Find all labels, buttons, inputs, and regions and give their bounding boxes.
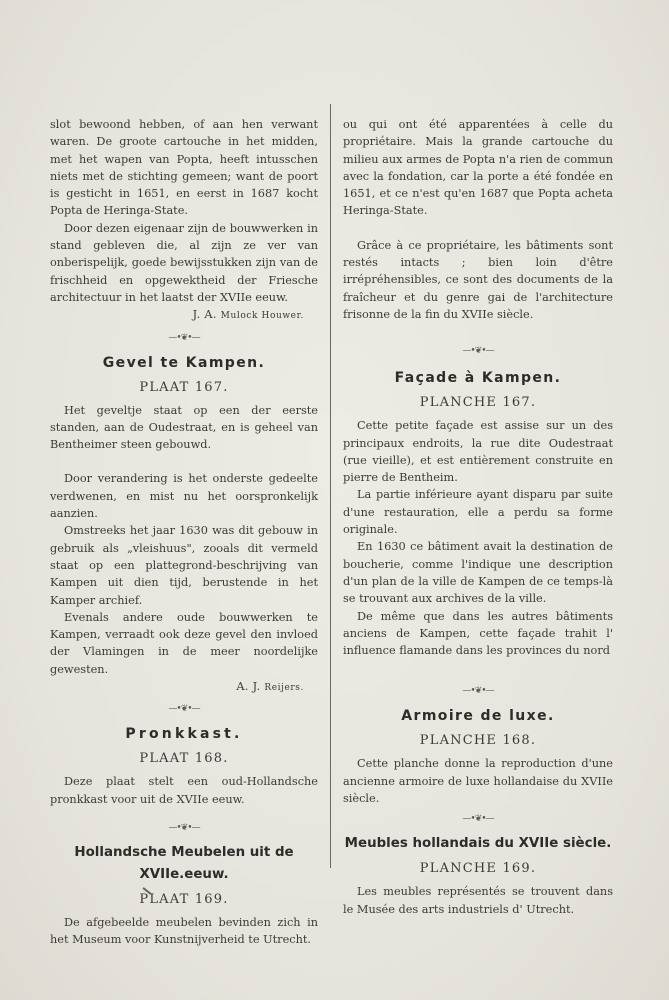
- intro-paragraph-2: Door dezen eigenaar zijn de bouwwerken in stand gebleven die, al zijn ze ver van onberispelijk, goede bewijsstukken zijn van de frischheid en opgewektheid der Friesche architectuur in het laatst der XVIIe eeuw.: [50, 221, 318, 304]
- paragraph: En 1630 ce bâtiment avait la destination de boucherie, comme l'indique une description d'un plan de la ville de Kampen de ce temps-là se trouvant aux archives de la ville.: [343, 540, 613, 606]
- paragraph: De même que dans les autres bâtiments anciens de Kampen, cette façade trahit l' influence flamande dans les provinces du nord: [343, 609, 613, 658]
- section-title-plaat-168: Pronkkast.: [125, 726, 243, 743]
- ornament-divider: —•❦•—: [168, 822, 200, 833]
- paragraph: Cette petite façade est assise sur un des principaux endroits, la rue dite Oudestraat (rue vieille), et est entièrement construite en pierre de Bentheim.: [343, 419, 613, 485]
- plate-number-169: PLAAT 169.: [139, 891, 229, 907]
- section-signature: A. J. Reijers.: [236, 680, 304, 694]
- plate-number-167: PLAAT 167.: [139, 379, 229, 395]
- intro-paragraph-1: slot bewoond hebben, of aan hen verwant waren. De groote cartouche in het midden, met het wapen van Popta, heeft intusschen niets met de stichting gemeen; want de poort is gesticht in 1651, en eerst in 1687 kocht Popta de Heringa-State.: [50, 118, 318, 218]
- paragraph: La partie inférieure ayant disparu par suite d'une restauration, elle a perdu sa forme originale.: [343, 488, 613, 537]
- paragraph: Deze plaat stelt een oud-Hollandsche pronkkast voor uit de XVIIe eeuw.: [50, 775, 318, 806]
- ornament-divider: —•❦•—: [168, 332, 200, 343]
- intro-signature: J. A. Mulock Houwer.: [192, 308, 304, 322]
- plate-number-168: PLAAT 168.: [139, 751, 229, 767]
- section-title-plaat-169: Hollandsche Meubelen uit de XVIIe.eeuw.: [74, 844, 294, 882]
- ornament-divider: —•❦•—: [462, 686, 494, 697]
- section-title-planche-169: Meubles hollandais du XVIIe siècle.: [344, 836, 612, 852]
- ornament-divider: —•❦•—: [462, 814, 494, 825]
- paragraph: Les meubles représentés se trouvent dans le Musée des arts industriels d' Utrecht.: [343, 885, 613, 916]
- intro-paragraph-1: ou qui ont été apparentées à celle du propriétaire. Mais la grande cartouche du milieu aux armes de Popta n'a rien de commun avec la fondation, car la porte a été fondée en 1651, et ce n'est qu'en 1687 que Popta acheta Heringa-State.: [343, 118, 613, 218]
- plate-number-168: PLANCHE 168.: [419, 733, 537, 749]
- plate-number-169: PLANCHE 169.: [419, 861, 537, 877]
- ornament-divider: —•❦•—: [168, 704, 200, 715]
- intro-paragraph-2: Grâce à ce propriétaire, les bâtiments sont restés intacts ; bien loin d'être irrépréhensibles, ce sont des documents de la fraîcheur et du genre gai de l'architecture frisonne de la fin du XVIIe siècle.: [343, 238, 613, 321]
- column-divider: [330, 104, 331, 868]
- paragraph: Evenals andere oude bouwwerken te Kampen, verraadt ook deze gevel den invloed der Vlamingen in de meer noordelijke gewesten.: [50, 610, 318, 676]
- paragraph: Door verandering is het onderste gedeelte verdwenen, en mist nu het oorspronkelijk aanzien.: [50, 472, 318, 521]
- dutch-column: [50, 116, 318, 949]
- ornament-divider: —•❦•—: [462, 346, 494, 357]
- paragraph: Cette planche donne la reproduction d'une ancienne armoire de luxe hollandaise du XVIIe siècle.: [343, 757, 613, 806]
- paragraph: De afgebeelde meubelen bevinden zich in het Museum voor Kunstnijverheid te Utrecht.: [50, 915, 318, 947]
- paragraph: Het geveltje staat op een der eerste standen, aan de Oudestraat, en is geheel van Bentheimer steen gebouwd.: [50, 403, 318, 452]
- paragraph: Omstreeks het jaar 1630 was dit gebouw in gebruik als „vleishuus", zooals dit vermeld staat op een plattegrond-beschrijving van Kampen uit dien tijd, berustende in het Kamper archief.: [50, 524, 318, 607]
- section-title-plaat-167: Gevel te Kampen.: [102, 354, 266, 371]
- plate-number-167: PLANCHE 167.: [419, 395, 537, 411]
- section-title-planche-168: Armoire de luxe.: [401, 708, 555, 725]
- section-title-planche-167: Façade à Kampen.: [394, 370, 562, 387]
- french-column: [343, 116, 613, 918]
